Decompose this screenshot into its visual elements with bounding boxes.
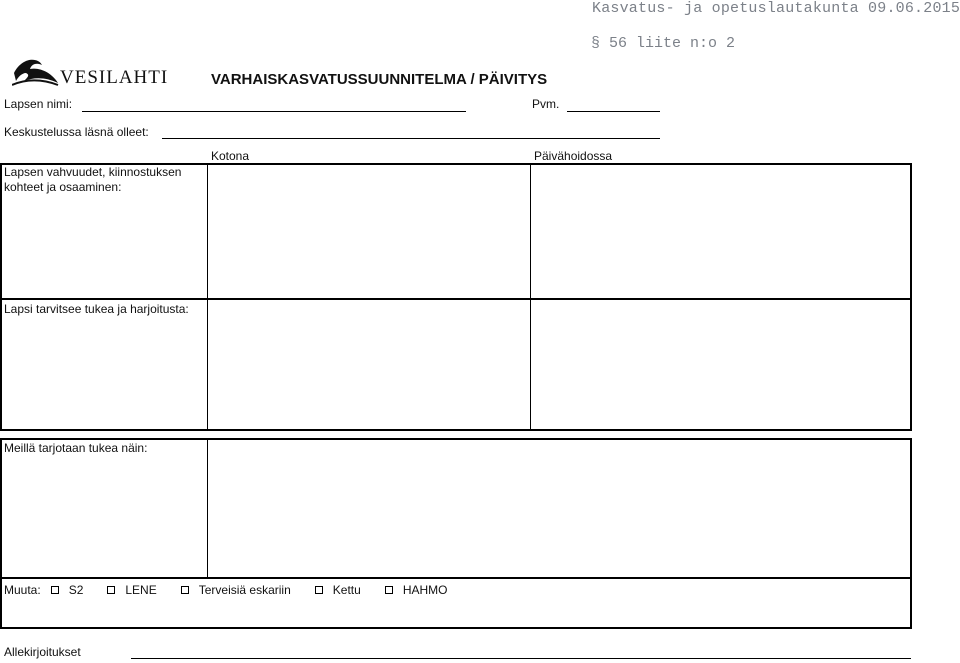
meeting-header: Kasvatus- ja opetuslautakunta 09.06.2015	[592, 0, 960, 17]
checkbox-terveisia-eskariin[interactable]	[181, 586, 189, 594]
support-label: Lapsi tarvitsee tukea ja harjoitusta:	[4, 302, 189, 316]
strengths-daycare-field[interactable]	[533, 165, 909, 297]
option-kettu: Kettu	[332, 583, 361, 597]
column-daycare: Päivähoidossa	[534, 149, 613, 163]
divider	[207, 163, 208, 300]
divider	[207, 298, 208, 431]
option-lene: LENE	[125, 583, 157, 597]
form-title: VARHAISKASVATUSSUUNNITELMA / PÄIVITYS	[211, 71, 548, 88]
vesilahti-logo	[12, 55, 169, 89]
checkbox-hahmo[interactable]	[385, 586, 393, 594]
divider	[530, 298, 531, 431]
checkbox-lene[interactable]	[107, 586, 115, 594]
divider	[207, 438, 208, 579]
divider	[530, 163, 531, 300]
option-s2: S2	[68, 583, 84, 597]
signatures-label: Allekirjoitukset	[4, 645, 81, 659]
section-reference: § 56 liite n:o 2	[591, 35, 736, 52]
signatures-field[interactable]	[131, 658, 911, 659]
option-hahmo: HAHMO	[402, 583, 448, 597]
strengths-home-field[interactable]	[210, 165, 528, 297]
present-field[interactable]	[162, 138, 660, 139]
date-label: Pvm.	[532, 97, 560, 111]
checkbox-s2[interactable]	[51, 586, 59, 594]
other-label: Muuta:	[4, 583, 41, 597]
support-home-field[interactable]	[210, 300, 528, 428]
logo-wordmark: VESILAHTI	[60, 67, 169, 88]
option-terveisia-eskariin: Terveisiä eskariin	[198, 583, 291, 597]
column-home: Kotona	[211, 149, 250, 163]
support-daycare-field[interactable]	[533, 300, 909, 428]
child-name-label: Lapsen nimi:	[4, 97, 73, 111]
date-field[interactable]	[567, 111, 660, 112]
offered-field[interactable]	[210, 440, 909, 576]
other-options-row	[4, 583, 461, 597]
present-label: Keskustelussa läsnä olleet:	[4, 125, 149, 139]
offered-label: Meillä tarjotaan tukea näin:	[4, 441, 148, 455]
strengths-label: Lapsen vahvuudet, kiinnostuksen	[4, 165, 182, 179]
checkbox-kettu[interactable]	[315, 586, 323, 594]
child-name-field[interactable]	[82, 111, 466, 112]
strengths-label: kohteet ja osaaminen:	[4, 180, 122, 194]
